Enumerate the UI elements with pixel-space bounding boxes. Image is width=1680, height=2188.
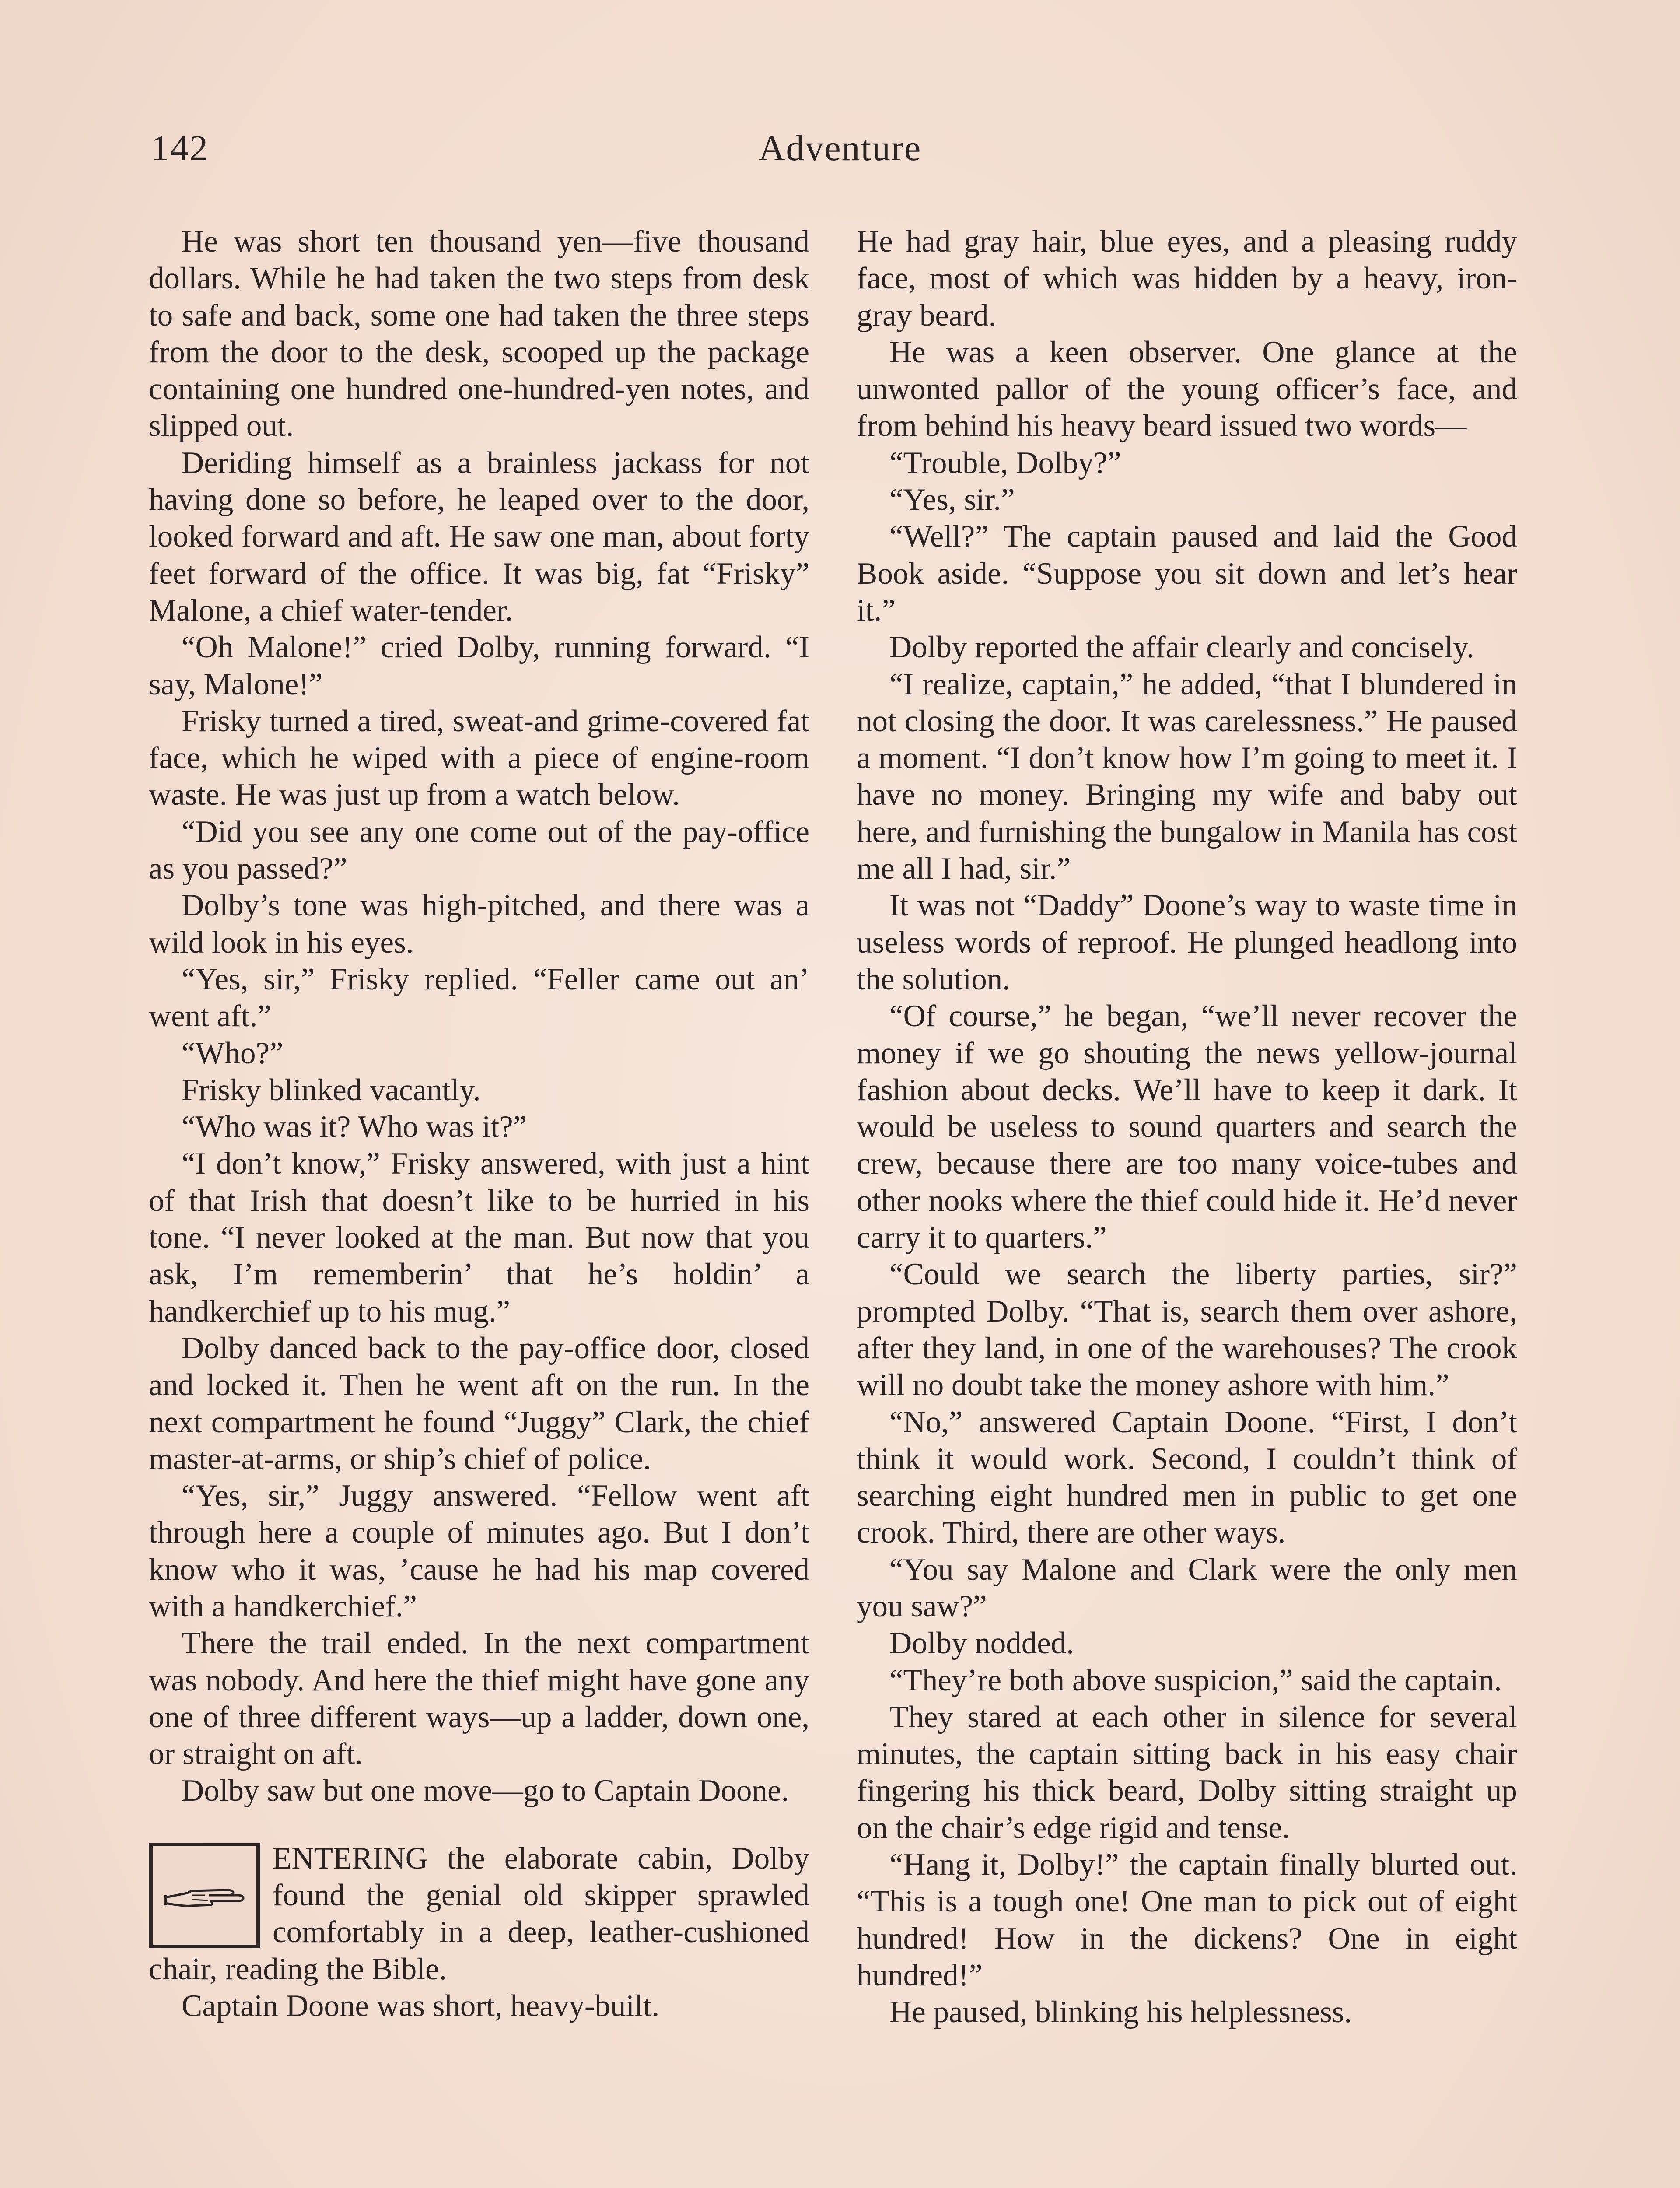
paragraph: “Who?” — [182, 1036, 284, 1070]
paragraph: It was not “Daddy” Doone’s way to waste time in useless words of reproof. He plunged headlong into the solution. — [857, 888, 1517, 996]
paragraph: There the trail ended. In the next compartment was nobody. And here the thief might have gone any one of three different ways—up a ladder, down one, or straight on aft. — [149, 1626, 809, 1771]
paragraph: “Could we search the liberty parties, sir?” prompted Dolby. “That is, search them over ashore, after they land, in one of the warehouses? The crook will no doubt take the money ashore with him.” — [857, 1257, 1517, 1403]
paragraph: “No,” answered Captain Doone. “First, I don’t think it would work. Second, I couldn’t think of searching eight hundred men in public to get one crook. Third, there are other ways. — [857, 1405, 1517, 1550]
running-head-title: Adventure — [758, 128, 922, 168]
paragraph: Dolby saw but one move—go to Captain Doone. — [182, 1774, 789, 1808]
paragraph: “They’re both above suspicion,” said the captain. — [889, 1663, 1502, 1697]
paragraph: “Trouble, Dolby?” — [889, 445, 1121, 480]
section-opening-paragraph: ENTERING the elaborate cabin, Dolby found the genial old skipper sprawled comfortably in a deep, leather-cushioned chair, reading the Bible. — [149, 1841, 809, 1986]
paragraph: “Who was it? Who was it?” — [182, 1110, 527, 1144]
paragraph: “Well?” The captain paused and laid the Good Book aside. “Suppose you sit down and let’s hear it.” — [857, 519, 1517, 628]
paragraph: Frisky blinked vacantly. — [182, 1073, 481, 1107]
paragraph: Dolby nodded. — [889, 1626, 1074, 1661]
paragraph: Captain Doone was short, heavy-built. — [182, 1988, 660, 2023]
paragraph: Dolby danced back to the pay-office door, closed and locked it. Then he went aft on the run. In the next compartment he found “Juggy” Clark, the chief master-at-arms, or ship’s chief of police. — [149, 1331, 809, 1476]
page-header — [151, 127, 1529, 179]
paragraph: “Yes, sir,” Juggy answered. “Fellow went aft through here a couple of minutes ago. But I don’t know who it was, ’cause he had his map covered with a handkerchief.” — [149, 1479, 809, 1623]
paragraph: Deriding himself as a brainless jackass for not having done so before, he leaped over to the door, looked forward and aft. He saw one man, about forty feet forward of the office. It was big, fat “Frisky” Malone, a chief water-tender. — [149, 445, 809, 628]
paragraph: He was a keen observer. One glance at the unwonted pallor of the young officer’s face, and from behind his heavy beard issued two words— — [857, 335, 1517, 443]
paragraph: “Yes, sir,” Frisky replied. “Feller came out an’ went aft.” — [149, 962, 809, 1034]
paragraph: “Did you see any one come out of the pay-office as you passed?” — [149, 814, 809, 886]
pointing-hand-icon — [149, 1843, 260, 1948]
section-opening — [149, 1840, 809, 1988]
paragraph: “Yes, sir.” — [889, 483, 1015, 517]
paragraph: “You say Malone and Clark were the only men you saw?” — [857, 1552, 1517, 1623]
pointing-hand-icon-graphic — [161, 1873, 248, 1917]
paragraph-continued: He had gray hair, blue eyes, and a pleasing ruddy face, most of which was hidden by a heavy, iron-gray beard. — [857, 224, 1517, 333]
paragraph: Dolby reported the affair clearly and concisely. — [889, 630, 1474, 665]
left-column — [149, 223, 809, 2024]
paragraph: “Oh Malone!” cried Dolby, running forward. “I say, Malone!” — [149, 630, 809, 701]
right-column — [857, 223, 1517, 2031]
paragraph: “Hang it, Dolby!” the captain finally blurted out. “This is a tough one! One man to pick out of eight hundred! How in the dickens? One in eight hundred!” — [857, 1848, 1517, 1992]
paragraph: “I realize, captain,” he added, “that I blundered in not closing the door. It was carelessness.” He paused a moment. “I don’t know how I’m going to meet it. I have no money. Bringing my wife and baby out here, and furnishing the bungalow in Manila has cost me all I had, sir.” — [857, 667, 1517, 886]
paragraph: Dolby’s tone was high-pitched, and there was a wild look in his eyes. — [149, 888, 809, 960]
paragraph: “I don’t know,” Frisky answered, with just a hint of that Irish that doesn’t like to be hurried in his tone. “I never looked at the man. But now that you ask, I’m rememberin’ that he’s holdin’ a handkerchief up to his mug.” — [149, 1147, 809, 1329]
paragraph: Frisky turned a tired, sweat-and grime-covered fat face, which he wiped with a piece of engine-room waste. He was just up from a watch below. — [149, 704, 809, 812]
paragraph: They stared at each other in silence for several minutes, the captain sitting back in his easy chair fingering his thick beard, Dolby sitting straight up on the chair’s edge rigid and tense. — [857, 1700, 1517, 1845]
paragraph: He paused, blinking his helplessness. — [889, 1995, 1352, 2030]
paragraph: He was short ten thousand yen—five thousand dollars. While he had taken the two steps from desk to safe and back, some one had taken the three steps from the door to the desk, scooped up the package containing one hundred one-hundred-yen notes, and slipped out. — [149, 224, 809, 443]
page-number: 142 — [151, 128, 209, 168]
paragraph: “Of course,” he began, “we’ll never recover the money if we go shouting the news yellow-journal fashion about decks. We’ll have to keep it dark. It would be useless to sound quarters and search the crew, because there are too many voice-tubes and other nooks where the thief could hide it. He’d never carry it to quarters.” — [857, 999, 1517, 1255]
